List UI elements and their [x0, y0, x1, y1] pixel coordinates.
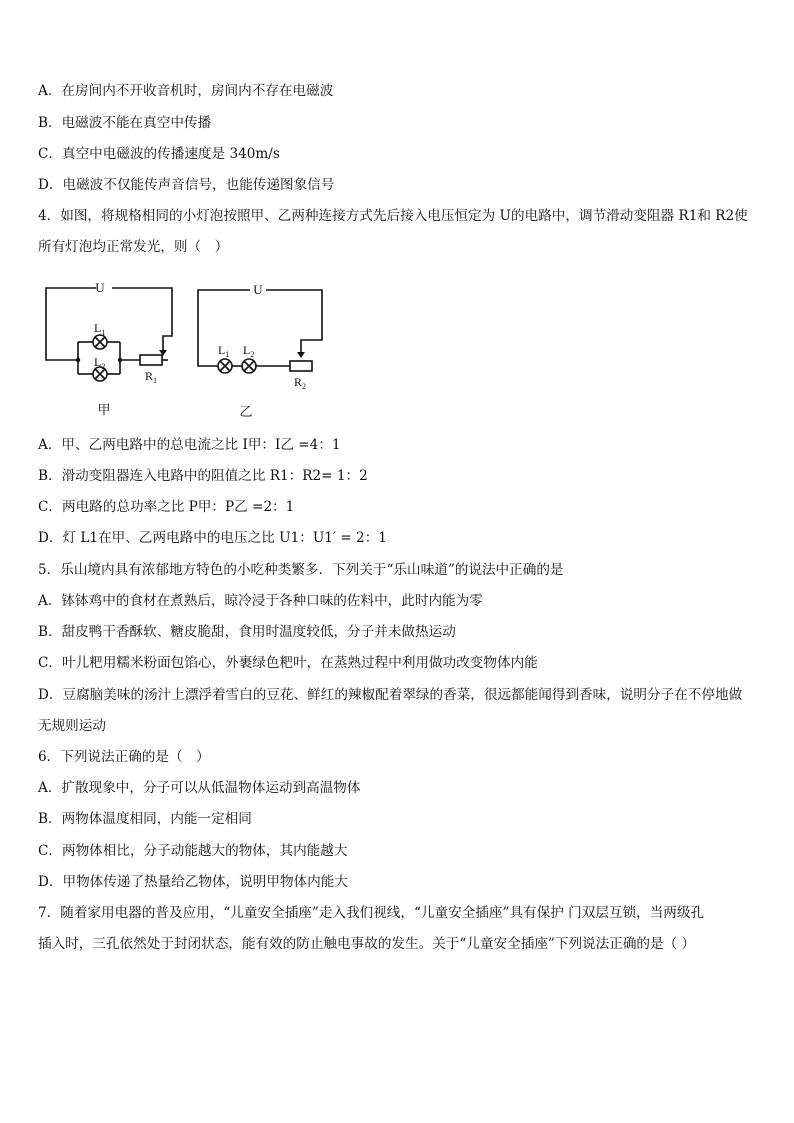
caption-yi: 乙	[239, 404, 253, 419]
q6-option-d: D．甲物体传递了热量给乙物体，说明甲物体内能大	[38, 874, 348, 890]
rheostat-r2	[290, 361, 312, 371]
wire-right-right	[266, 290, 322, 354]
q6-option-a: A．扩散现象中，分子可以从低温物体运动到高温物体	[38, 780, 361, 796]
q3-option-d: D．电磁波不仅能传声音信号，也能传递图象信号	[38, 177, 335, 193]
q5-option-c: C．叶儿粑用糯米粉面包馅心，外裹绿色粑叶，在蒸熟过程中利用做功改变物体内能	[38, 655, 538, 671]
label-l1-right: $L_1$	[218, 343, 230, 359]
q5-option-b: B．甜皮鸭干香酥软、糖皮脆甜，食用时温度较低，分子并未做热运动	[38, 624, 456, 640]
q5-option-d: D．豆腐脑美味的汤汁上漂浮着雪白的豆花、鲜红的辣椒配着翠绿的香菜，很远都能闻得到香味，说明分子在不停地做	[38, 687, 743, 703]
label-l2-right: $L_2$	[243, 343, 255, 359]
q4-stem-line2: 所有灯泡均正常发光，则（ ）	[38, 239, 229, 255]
q4-option-b: B．滑动变阻器连入电路中的阻值之比 R1：R2= 1：2	[38, 468, 368, 484]
q6-stem: 6．下列说法正确的是（ ）	[38, 749, 210, 765]
label-l1-left: $L_1$	[94, 321, 106, 337]
q5-option-d-cont: 无规则运动	[38, 718, 106, 734]
q5-stem: 5．乐山境内具有浓郁地方特色的小吃种类繁多．下列关于“乐山味道”的说法中正确的是	[38, 562, 564, 578]
q4-stem-line1: 4．如图，将规格相同的小灯泡按照甲、乙两种连接方式先后接入电压恒定为 U的电路中，调节滑动变阻器 R1和 R2使	[38, 208, 748, 224]
slider-arrow-r2	[297, 352, 305, 358]
q4-option-d: D．灯 L1在甲、乙两电路中的电压之比 U1：U1′ = 2：1	[38, 530, 387, 546]
label-r2: $R_2$	[294, 375, 307, 391]
q4-option-a: A．甲、乙两电路中的总电流之比 I甲：I乙 =4：1	[38, 437, 341, 453]
circuit-diagram-svg	[38, 276, 338, 426]
label-u-right: U	[253, 282, 263, 297]
label-u-left: U	[95, 280, 105, 295]
circuit-diagram	[38, 276, 338, 426]
q7-stem-line1: 7．随着家用电器的普及应用，“儿童安全插座”走入我们视线，“儿童安全插座”具有保护 门双层互锁，当两级孔	[38, 905, 705, 921]
q3-option-a: A．在房间内不开收音机时，房间内不存在电磁波	[38, 83, 334, 99]
q3-option-c: C．真空中电磁波的传播速度是 340m/s	[38, 146, 280, 162]
wire-left-top	[46, 288, 96, 360]
q3-option-b: B．电磁波不能在真空中传播	[38, 115, 212, 131]
q7-stem-line2: 插入时，三孔依然处于封闭状态，能有效的防止触电事故的发生。关于“儿童安全插座”下列说法正确的是（ ）	[38, 936, 696, 952]
label-l2-left: $L_2$	[94, 355, 106, 371]
wire-left-right	[112, 288, 172, 352]
q6-option-b: B．两物体温度相同，内能一定相同	[38, 811, 252, 827]
q4-option-c: C．两电路的总功率之比 P甲：P乙 =2：1	[38, 499, 295, 515]
q6-option-c: C．两物体相比，分子动能越大的物体，其内能越大	[38, 843, 348, 859]
caption-jia: 甲	[97, 402, 111, 417]
rheostat-r1	[140, 355, 162, 365]
q5-option-a: A．钵钵鸡中的食材在煮熟后，晾冷浸于各种口味的佐料中，此时内能为零	[38, 593, 483, 609]
label-r1: $R_1$	[145, 369, 158, 385]
